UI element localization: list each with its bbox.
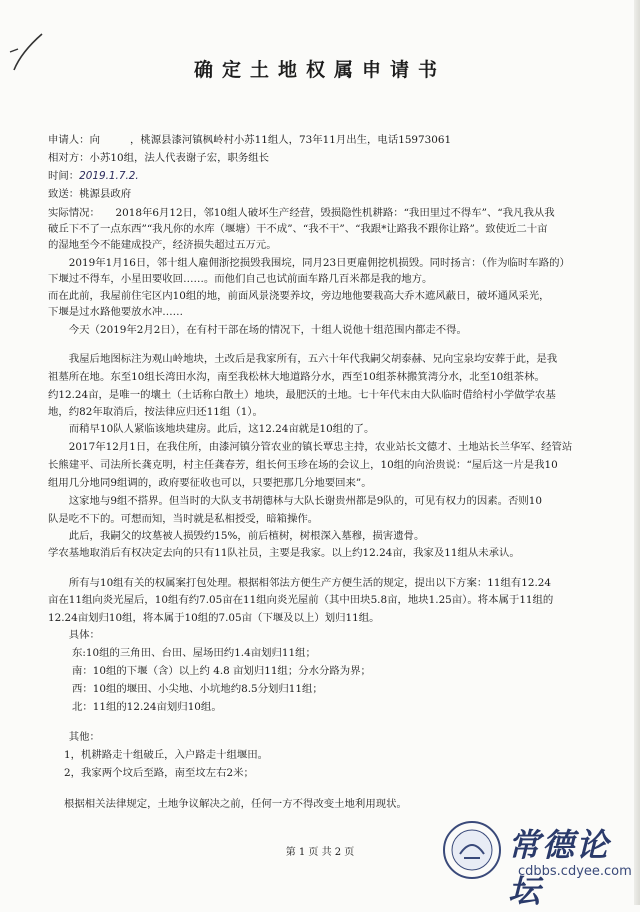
handwritten-date: 2019.1.7.2. [79,170,139,182]
time-label: 时间： [48,170,80,182]
facts-line: 的湿地至今不能建成投产，经济损失超过五万元。 [48,239,277,251]
facts-line: 今天（2019年2月2日），在有村干部在场的情况下，十组人说他十组范围内都走不得。 [48,324,467,336]
history-line: 这家地与9组不搭界。但当时的大队支书胡德林与大队长谢贵州都是9队的，可见有权力的因素。否则10 [48,495,543,507]
facts-line: 下堰过不得车，小星田要收回……。而他们自己也试前面车路几百米都是我的地方。 [48,273,433,285]
facts-line: 破丘下不了一点东西”“我凡你的水库（堰塘）干不成”、“我不干”、“我跟*让路我不跟你让路”。致使近二十亩 [48,223,548,235]
specifics-item: 南：10组的下堰（含）以上约 4.8 亩划归11组；分水分路为界； [72,665,371,677]
history-line: 而稍早10队人紧临该地块建房。此后，这12.24亩就是10组的了。 [48,423,375,435]
specifics-label: 具体： [48,629,100,641]
page-title: 确定土地权属申请书 [193,59,446,81]
page-number: 第 1 页 共 2 页 [285,847,355,858]
watermark-name: 常德论坛 [508,826,611,910]
history-line: 2017年12月1日，在我住所，由漆河镇分管农业的镇长覃忠主持，农业站长文德才、土地站长兰华军、经管站 [48,441,573,453]
history-line: 地，约82年取消后，按法律应归还11组（1）。 [48,406,263,418]
applicant-line [48,133,499,148]
forum-logo-icon [440,818,504,882]
history-line: 祖墓所在地。东至10组长湾田水沟，南至我松林大地道路分水，西至10组茶林搬箕湾分水，北至10组茶林。 [48,371,545,383]
scan-edge [634,0,640,905]
history-line: 长熊建平、司法所长龚克明，村主任龚春芳，组长何玉珍在场的会议上，10组的向治贵说：“屋后这一片是我10 [48,459,558,471]
history-line: 队是吃不下的。可想而知，当时就是私相授受，暗箱操作。 [48,513,319,525]
redaction-block [451,133,499,144]
proposal-line: 所有与10组有关的权属案打包处理。根据相邻法方便生产方便生活的规定，提出以下方案：11组有12.24 [48,577,551,589]
facts-line: 下堰是过水路他要放水冲…… [48,306,184,318]
other-item: 1，机耕路走十组破丘，入户路走十组堰田。 [64,749,269,761]
closing-statement: 根据相关法律规定，土地争议解决之前，任何一方不得改变土地利用现状。 [64,798,407,810]
specifics-item: 北：11组的12.24亩划归10组。 [72,701,222,713]
history-line: 组用几分地同9组调的，政府要征收也可以，只要把那几分地要回来”。 [48,477,372,489]
history-line: 约12.24亩，是唯一的壤土（土话称白散土）地块，最肥沃的土地。七十年代末由大队临时借给村小学做学农基 [48,389,556,401]
other-item: 2，我家两个坟后至路，南至坟左右2米； [64,767,254,779]
history-line: 学农基地取消后有权决定去向的只有11队社员，主要是我家。以上约12.24亩，我家及11组从未承认。 [48,547,520,559]
specifics-item: 西：10组的堰田、小尖地、小坑地约8.5分划归11组； [72,683,323,695]
forum-watermark [440,816,640,910]
facts-line: 2019年1月16日，邻十组人雇佣浙挖损毁我围垸，同月23日更雇佣挖机损毁。同时扬言：（作为临时车路的） [48,257,570,269]
history-line: 此后，我嗣父的坟墓被人损毁约15%，前后植树，树根深入墓穆，损害遗骨。 [48,530,425,542]
redaction-block [100,133,130,144]
proposal-line: 12.24亩划归10组，将本属于10组的7.05亩（下堰及以上）划归11组。 [48,612,380,624]
watermark-url: cdbbs.cdyee.com [518,864,632,879]
proposal-line: 亩在11组向炎光屋后，10组有约7.05亩在11组向炎光屋前（其中田块5.8亩，地块1.25亩）。将本属于11组的 [48,594,554,606]
applicant-label: 申请人： [48,134,90,146]
other-label: 其他： [48,731,100,743]
recipient-line: 致送：桃源县政府 [48,188,132,200]
time-line [48,169,139,184]
applicant-details: ，桃源县漆河镇枫岭村小苏11组人，73年11月出生，电话15973061 [129,134,452,146]
applicant-surname: 向 [89,134,100,146]
specifics-item: 东:10组的三角田、台田、屋场田约1.4亩划归11组； [72,647,316,659]
respondent-line: 相对方：小苏10组，法人代表谢子宏，职务组长 [48,152,270,164]
history-line: 我屋后地图标注为观山岭地块，土改后是我家所有，五六十年代我嗣父胡泰赫、兄向宝泉均安葬于此，是我 [48,353,558,365]
facts-line: 而在此前，我屋前住宅区内10组的地，前面风景浇要养坟，旁边地他要栽高大乔木遮风蔽日，破坏通风采光， [48,290,550,302]
facts-line: 实际情况： 2018年6月12日，邻10组人破坏生产经营，毁损隐性机耕路：“我田里过不得车”、“我凡我从我 [48,207,555,219]
